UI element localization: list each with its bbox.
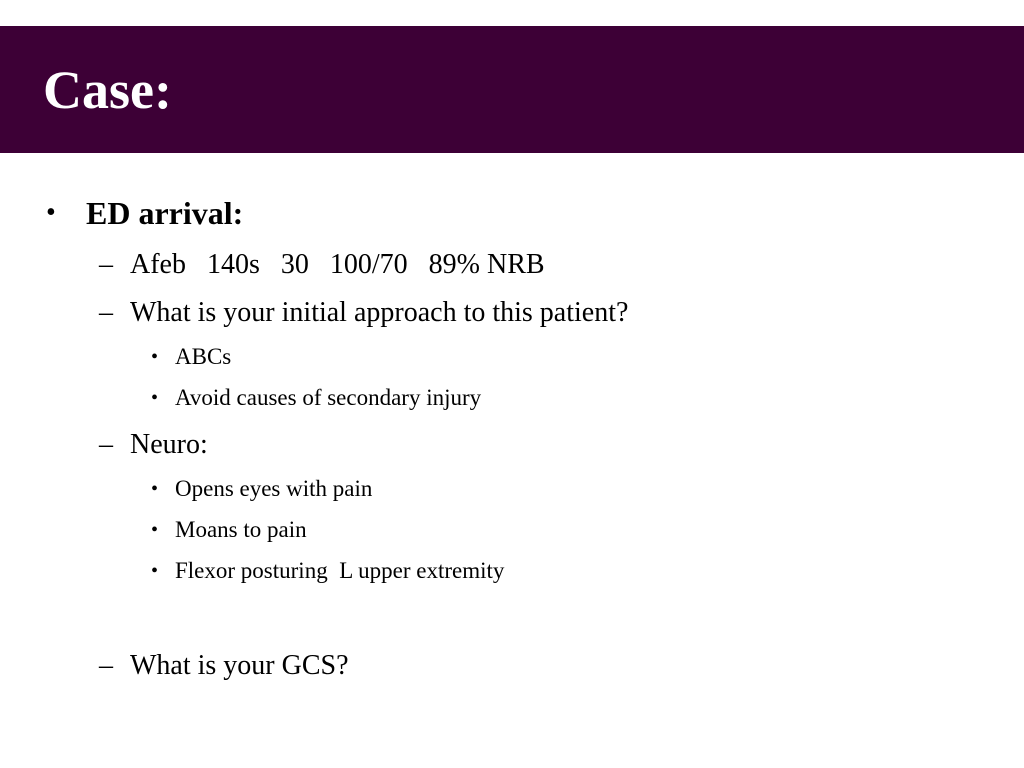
- bullet-gcs-question: What is your GCS?: [130, 650, 349, 681]
- dash-marker: –: [99, 297, 113, 328]
- bullet-marker: •: [151, 560, 159, 582]
- dash-marker: –: [99, 249, 113, 280]
- bullet-opens-eyes: Opens eyes with pain: [175, 476, 373, 501]
- bullet-abcs: ABCs: [175, 344, 232, 369]
- bullet-avoid-secondary-injury: Avoid causes of secondary injury: [175, 385, 482, 410]
- bullet-vitals: Afeb 140s 30 100/70 89% NRB: [130, 249, 545, 280]
- bullet-marker: •: [46, 197, 56, 228]
- bullet-marker: •: [151, 478, 159, 500]
- dash-marker: –: [99, 650, 113, 681]
- bullet-approach-question: What is your initial approach to this patient?: [130, 297, 629, 328]
- dash-marker: –: [99, 429, 113, 460]
- bullet-marker: •: [151, 519, 159, 541]
- bullet-marker: •: [151, 387, 159, 409]
- slide-title: Case:: [43, 60, 172, 120]
- bullet-flexor-posturing: Flexor posturing L upper extremity: [175, 558, 505, 583]
- bullet-marker: •: [151, 346, 159, 368]
- bullet-ed-arrival: ED arrival:: [86, 195, 244, 231]
- bullet-moans: Moans to pain: [175, 517, 307, 542]
- bullet-neuro: Neuro:: [130, 429, 208, 460]
